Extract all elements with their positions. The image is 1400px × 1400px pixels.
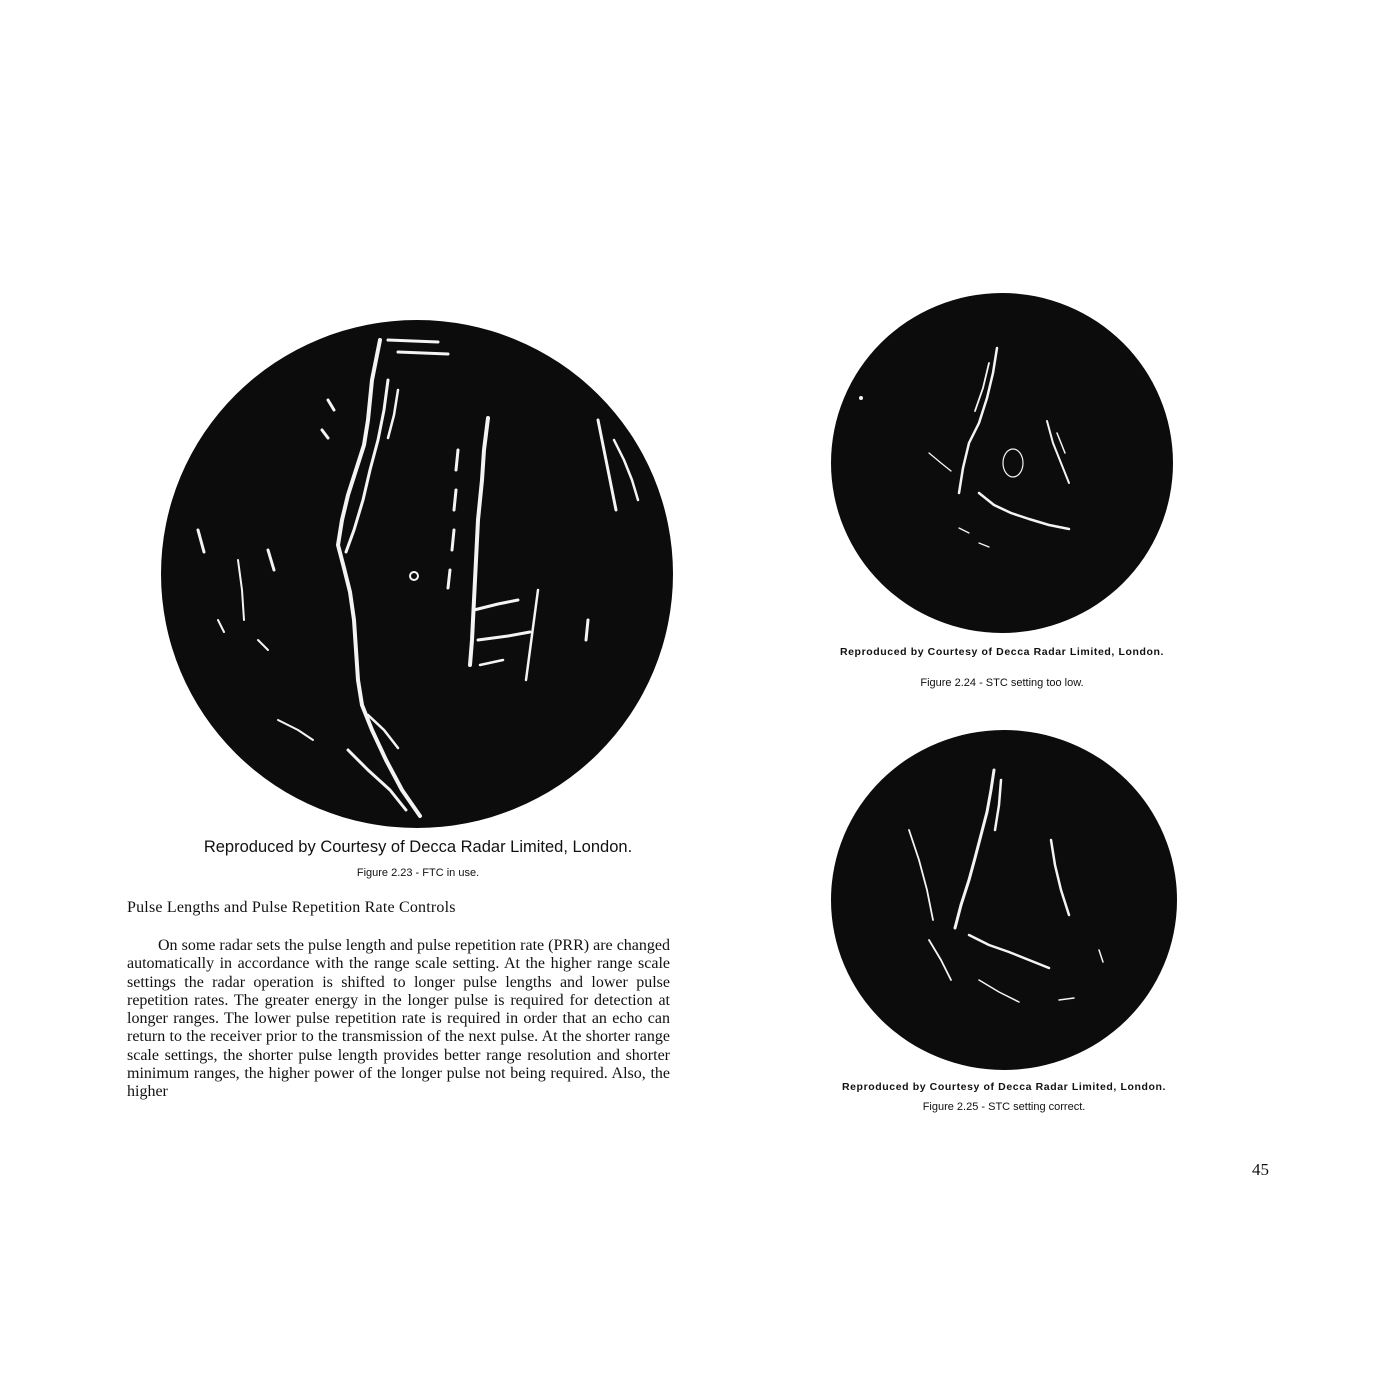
radar-image-stc-correct	[829, 730, 1179, 1070]
figure-2-24-credit: Reproduced by Courtesy of Decca Radar Limited, London.	[839, 646, 1165, 658]
figure-2-23-caption: Figure 2.23 - FTC in use.	[356, 867, 480, 879]
page-number: 45	[1252, 1160, 1269, 1179]
figure-2-25-caption: Figure 2.25 - STC setting correct.	[922, 1101, 1086, 1113]
figure-2-25-credit: Reproduced by Courtesy of Decca Radar Limited, London.	[841, 1081, 1167, 1093]
section-paragraph: On some radar sets the pulse length and pulse repetition rate (PRR) are changed automatically in accordance with the range scale setting. At the higher range scale settings the radar operation is shifted to longer pulse lengths and lower pulse repetition rates. The greater energy in the longer pulse is required for detection at longer ranges. The lower pulse repetition rate is required in order that an echo can return to the receiver prior to the transmission of the next pulse. At the shorter range scale settings, the shorter pulse length provides better range resolution and shorter minimum ranges, the higher power of the longer pulse not being required. Also, the higher	[127, 937, 670, 1101]
figure-2-24-caption: Figure 2.24 - STC setting too low.	[920, 677, 1084, 689]
section-heading: Pulse Lengths and Pulse Repetition Rate Controls	[127, 899, 456, 916]
radar-image-ftc	[158, 320, 678, 828]
radar-image-stc-low	[829, 293, 1175, 633]
figure-2-23-credit: Reproduced by Courtesy of Decca Radar Limited, London.	[203, 838, 633, 856]
